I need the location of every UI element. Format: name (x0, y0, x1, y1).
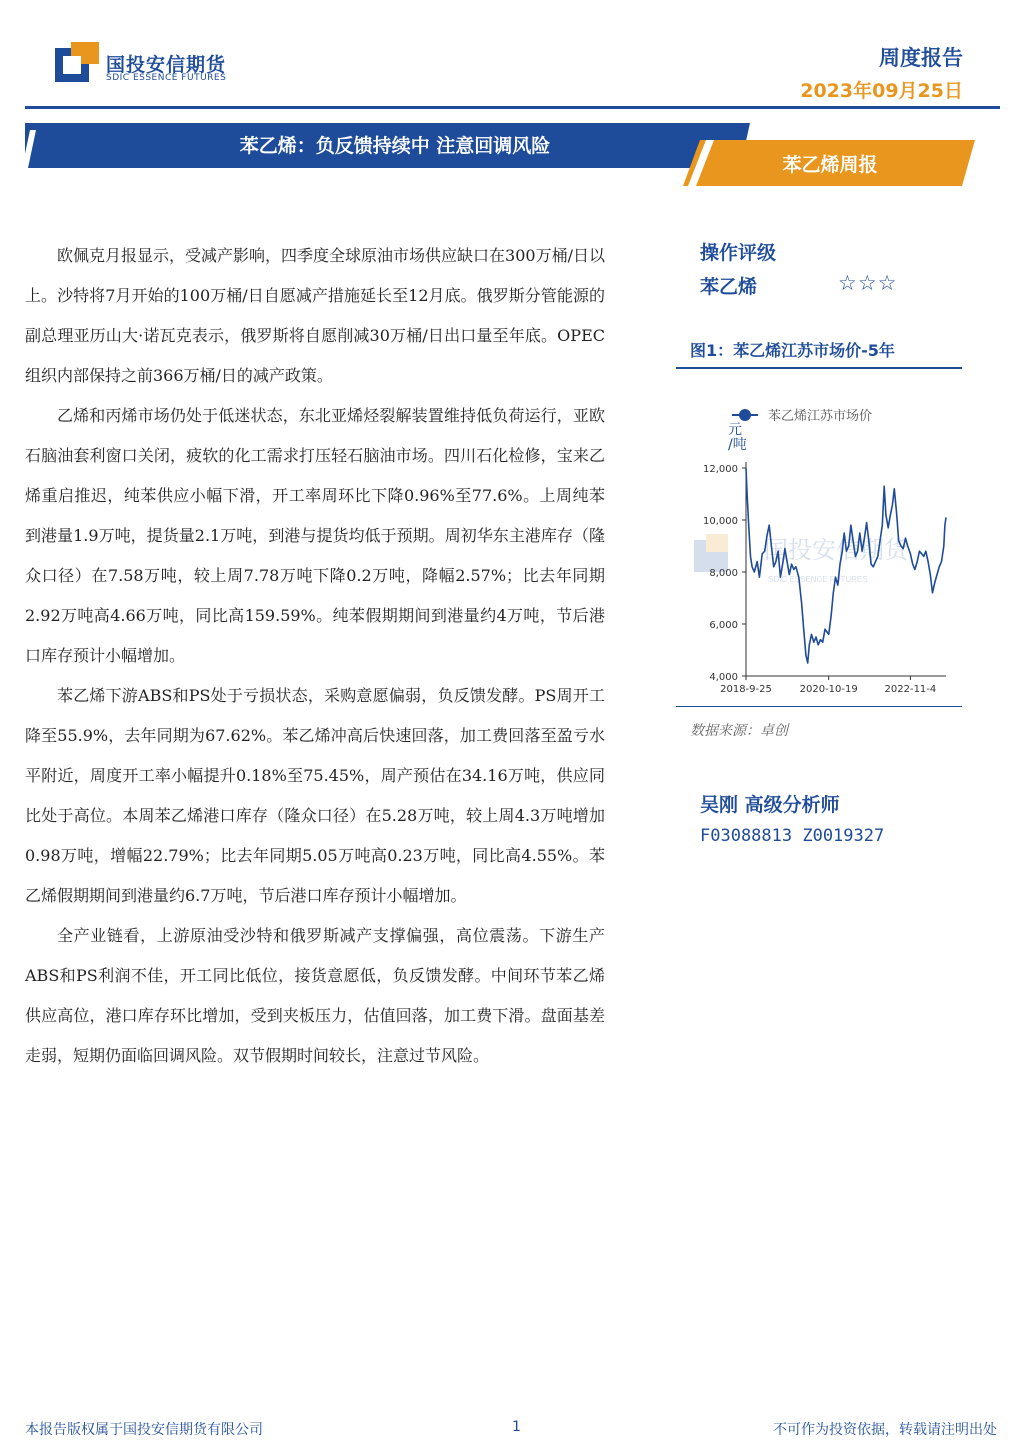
y-tick-label: 12,000 (703, 464, 738, 475)
series-line-styrene-price (746, 468, 946, 663)
paragraph-summary: 全产业链看，上游原油受沙特和俄罗斯减产支撑偏强，高位震荡。下游生产ABS和PS利润不佳，开工同比低位，接货意愿低，负反馈发酵。中间环节苯乙烯供应高位，港口库存环比增加，受到夹板压力，估值回落，加工费下滑。盘面基差走弱，短期仍面临回调风险。双节假期时间较长，注意过节风险。 (25, 926, 605, 1065)
x-tick-label: 2022-11-4 (884, 684, 937, 695)
rating-product: 苯乙烯 (700, 276, 758, 298)
report-type: 周度报告 (879, 46, 963, 70)
rating-stars-icon: ☆☆☆ (838, 271, 898, 295)
data-source: 数据来源：卓创 (690, 723, 788, 739)
legend-marker (739, 409, 751, 421)
paragraph-styrene: 苯乙烯下游ABS和PS处于亏损状态，采购意愿偏弱，负反馈发酵。PS周开工降至55.9%，去年同期为67.62%。苯乙烯冲高后快速回落，加工费回落至盈亏水平附近，周度开工率小幅提升0.18%至75.45%，周产预估在34.16万吨，供应同比处于高位。本周苯乙烯港口库存（隆众口径）在5.28万吨，较上周4.3万吨增加0.98万吨，增幅22.79%；比去年同期5.05万吨高0.23万吨，同比高4.55%。苯乙烯假期期间到港量约6.7万吨，节后港口库存预计小幅增加。 (25, 686, 605, 905)
chart-axes (746, 462, 946, 676)
report-date: 2023年09月25日 (800, 80, 963, 102)
x-tick-label: 2020-10-19 (799, 684, 858, 695)
y-axis-unit: 元/吨 (728, 422, 747, 453)
svg-text:国投安信期货: 国投安信期货 (764, 537, 908, 564)
price-chart (676, 390, 962, 702)
y-tick-label: 10,000 (703, 516, 738, 527)
figure-title: 图1：苯乙烯江苏市场价-5年 (690, 341, 895, 360)
svg-text:SDIC ESSENCE FUTURES: SDIC ESSENCE FUTURES (768, 575, 868, 584)
x-tick-label: 2018-9-25 (720, 684, 772, 695)
figure-top-divider (676, 367, 962, 369)
company-logo-icon (55, 42, 99, 82)
footer-copyright: 本报告版权属于国投安信期货有限公司 (25, 1422, 263, 1438)
company-name-cn: 国投安信期货 (106, 54, 227, 76)
footer-disclaimer: 不可作为投资依据，转载请注明出处 (773, 1422, 997, 1438)
rating-heading: 操作评级 (700, 242, 777, 264)
paragraph-benzene: 乙烯和丙烯市场仍处于低迷状态，东北亚烯烃裂解装置维持低负荷运行，亚欧石脑油套利窗口关闭，疲软的化工需求打压轻石脑油市场。四川石化检修，宝来乙烯重启推迟，纯苯供应小幅下滑，开工率周环比下降0.96%至77.6%。上周纯苯到港量1.9万吨，提货量2.1万吨，到港与提货均低于预期。周初华东主港库存（隆众口径）在7.58万吨，较上周7.78万吨下降0.2万吨，降幅2.57%；比去年同期2.92万吨高4.66万吨，同比高159.59%。纯苯假期期间到港量约4万吨，节后港口库存预计小幅增加。 (25, 406, 605, 665)
chart-legend (732, 408, 872, 424)
figure-bottom-divider (676, 706, 962, 707)
y-tick-label: 8,000 (709, 568, 738, 579)
legend-label: 苯乙烯江苏市场价 (768, 409, 873, 424)
y-tick-label: 4,000 (709, 672, 738, 683)
paragraph-crude-oil: 欧佩克月报显示，受减产影响，四季度全球原油市场供应缺口在300万桶/日以上。沙特将7月开始的100万桶/日自愿减产措施延长至12月底。俄罗斯分管能源的副总理亚历山大·诺瓦克表示，俄罗斯将自愿削减30万桶/日出口量至年底。OPEC组织内部保持之前366万桶/日的减产政策。 (25, 246, 605, 385)
report-title: 苯乙烯：负反馈持续中 注意回调风险 (239, 135, 551, 157)
y-tick-label: 6,000 (709, 620, 738, 631)
header-divider (25, 106, 1000, 109)
report-body (25, 236, 605, 1076)
analyst-name: 吴刚 高级分析师 (700, 794, 840, 816)
company-name-en: SDIC ESSENCE FUTURES (106, 73, 227, 83)
analyst-license-ids: F03088813 Z0019327 (700, 826, 885, 846)
report-category-tag: 苯乙烯周报 (782, 154, 878, 176)
page-number: 1 (512, 1419, 521, 1435)
